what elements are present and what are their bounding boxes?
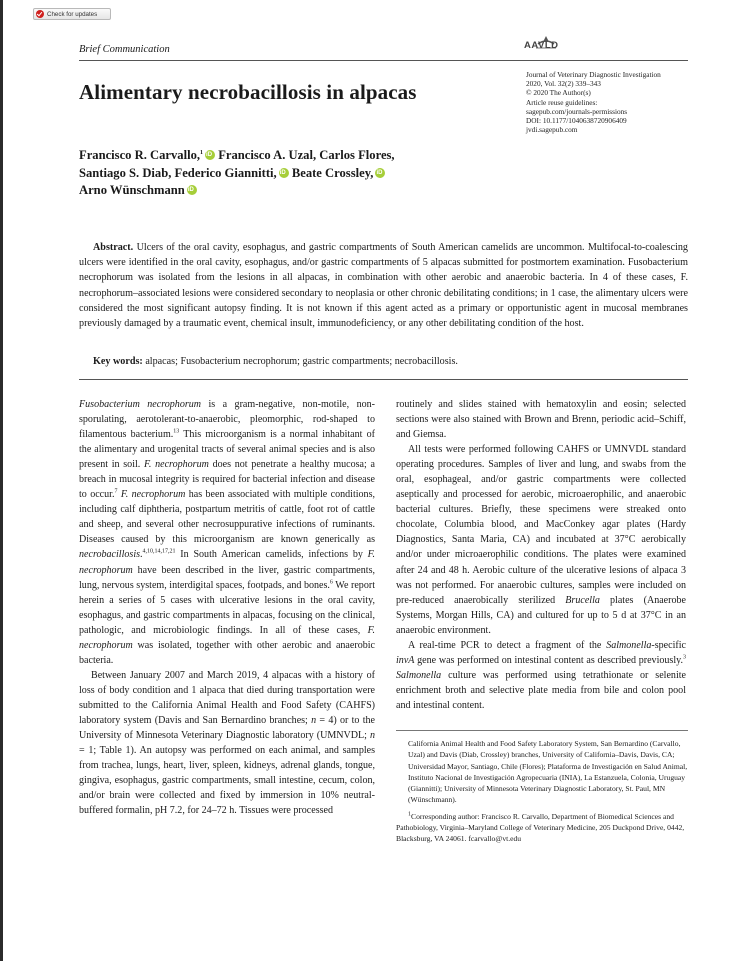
author-diab-giannitti: Santiago S. Diab, Federico Giannitti, — [79, 165, 277, 180]
intro-paragraph: Fusobacterium necrophorum is a gram-negative, non-motile, non-sporulating, aerotolerant-to-anaerobic, pleomorphic, rod-shaped to filamentous bacterium.$^{13}$ This microorganism is a normal inhabitant of the alimentary and urogenital tracts of several animal species and is also present in soil. F. necrophorum does not penetrate a healthy mucosa; a breach in mucosal integrity is required for bacterial infection and disease to occur.$^7$ F. necrophorum has been associated with multiple conditions, including calf diphtheria, postpartum metritis of cattle, foot rot of cattle and sheep, and several other necrosuppurative infections of ruminants. Diseases caused by this microorganism are known generically as necrobacillosis.$^{4,10,14,17,21}$ In South American camelids, infections by F. necrophorum have been described in the liver, gastric compartments, lung, nervous system, interdigital spaces, footpads, and bones.$^6$ We report herein a series of 5 cases with ulcerative lesions in the oral cavity, esophagus, and gastric compartments in alpacas, focusing on the clinical, pathologic, and microbiologic findings. In all of these cases, F. necrophorum was isolated, together with other aerobic and anaerobic bacteria. — [79, 399, 376, 666]
methods-paragraph: Between January 2007 and March 2019, 4 alpacas with a history of loss of body condition and 1 alpaca that died during transportation were submitted to the California Animal Health and Food Safety (CAHFS) laboratory system (Davis and San Bernardino branches; n = 4) or to the University of Minnesota Veterinary Diagnostic laboratory (UMNVDL; n = 1; Table 1). An autopsy was performed on each animal, and samples from trachea, lungs, heart, liver, spleen, kidneys, adrenal glands, tongue, gingiva, esophagus, gastric compartments, small intestine, cecum, colon, and/or brain were collected and fixed by immersion in 10% neutral-buffered formalin, pH 7.2, for 24–72 h. Tissues were processed — [79, 669, 375, 817]
journal-doi[interactable]: DOI: 10.1177/1040638720906409 — [526, 116, 627, 126]
footnote-divider — [396, 730, 688, 731]
culture-paragraph: All tests were performed following CAHFS or UMNVDL standard operating procedures. Samples of liver and lung, and swabs from the oral, esophageal, and/or gastric compartments were collected aseptically and processed for aerobic, microaerophilic, and anaerobic bacterial cultures. Briefly, these specimens were streaked onto chocolate, Columbia blood, and MacConkey agar plates (Hardy Diagnostics, Santa Maria, CA) and incubated at 37°C aerobically and/or under microaerophilic conditions. The plates were examined after 24 and 48 h. Aerobic culture of the ulcerative lesions of alpaca 3 was not performed. For anaerobic cultures, samples were included on pre-reduced anaerobically sterilized Brucella plates (Anaerobe Systems, Morgan Hills, CA) and cultured for up to 5 d at 37°C in an anaerobic environment. — [396, 444, 686, 636]
journal-reuse-label: Article reuse guidelines: — [526, 97, 598, 107]
corresponding-author: $^1$Corresponding author: Francisco R. Carvallo, Department of Biomedical Sciences and Pathobiology, Virginia–Maryland College of Veterinary Medicine, 205 Duckpond Drive, 0442, Blacksburg, VA 24061. fcarvallo@vt.edu — [396, 811, 685, 844]
check-for-updates-button[interactable] — [33, 8, 111, 20]
author-list — [79, 147, 479, 200]
aavld-logo-text: AAVLD — [524, 40, 559, 51]
journal-info — [526, 70, 716, 134]
abstract — [79, 240, 688, 331]
journal-name: Journal of Veterinary Diagnostic Investigation — [526, 70, 661, 79]
header-divider — [79, 60, 688, 61]
author-uzal-flores: Francisco A. Uzal, Carlos Flores, — [218, 148, 395, 162]
body-column-left — [79, 397, 375, 818]
journal-site-link[interactable]: jvdi.sagepub.com — [526, 125, 578, 135]
author-affiliation-sup: 1 — [200, 149, 204, 156]
article-title: Alimentary necrobacillosis in alpacas — [79, 80, 417, 104]
keywords-text: alpacas; Fusobacterium necrophorum; gastric compartments; necrobacillosis. — [145, 356, 458, 367]
staining-paragraph: routinely and slides stained with hematoxylin and eosin; selected sections were also stained with Brown and Brenn, periodic acid–Schiff, and Giemsa. — [396, 399, 686, 441]
pcr-paragraph: A real-time PCR to detect a fragment of the Salmonella-specific invA gene was performed on intestinal content as described previously.$^3$ Salmonella culture was performed using tetrathionate or selenite enrichment broth and selective plate media from bile and colon pool and intestinal content. — [396, 639, 686, 711]
orcid-icon[interactable] — [375, 168, 385, 178]
journal-copyright: © 2020 The Author(s) — [526, 88, 591, 98]
check-for-updates-label: Check for updates — [47, 10, 98, 18]
keywords-divider — [79, 379, 688, 380]
affiliations-footnote — [396, 738, 688, 850]
affiliation-text: California Animal Health and Food Safety Laboratory System, San Bernardino (Carvallo, Uzal) and Davis (Diab, Crossley) branches, University of California–Davis, Davis, CA; Universidad Mayor, Santiago, Chile (Flores); Plataforma de Investigación en Salud Animal, Instituto Nacional de Investigación Agropecuaria (INIA), La Estanzuela, Colonia, Uruguay (Giannitti); University of Minnesota Veterinary Diagnostic Laboratory, St. Paul, MN (Wünschmann). — [408, 739, 688, 805]
orcid-icon[interactable] — [187, 185, 197, 195]
page-edge — [0, 0, 3, 961]
keywords-label: Key words: — [93, 356, 143, 367]
abstract-text: Ulcers of the oral cavity, esophagus, and gastric compartments of South American camelids are uncommon. Multifocal-to-coalescing ulcers were identified in the oral cavity, esophagus, and/or gastric compartments of 5 alpacas submitted for postmortem examination. Fusobacterium necrophorum was isolated from the lesions in all alpacas, in combination with other aerobic and anaerobic bacteria. In 4 of these cases, F. necrophorum–associated lesions were considered secondary to neoplasia or other chronic debilitating conditions; in 1 case, the alimentary ulcers were considered the most significant autopsy finding. It is not known if this agent acted as a primary or opportunistic agent in mucosal membranes previously damaged by a traumatic event, chemical insult, immunodeficiency, or any other debilitating condition of the host. — [79, 242, 688, 330]
journal-volume: 2020, Vol. 32(2) 339–343 — [526, 79, 601, 89]
body-column-right — [396, 397, 686, 713]
author-crossley: Beate Crossley, — [291, 165, 374, 180]
author-wunschmann: Arno Wünschmann — [79, 183, 185, 197]
abstract-label: Abstract. — [93, 242, 134, 253]
orcid-icon[interactable] — [279, 168, 289, 178]
article-section: Brief Communication — [79, 44, 170, 55]
author-carvallo: Francisco R. Carvallo, — [79, 148, 201, 162]
check-icon — [36, 10, 44, 18]
journal-permissions-link[interactable]: sagepub.com/journals-permissions — [526, 106, 628, 116]
orcid-icon[interactable] — [205, 150, 215, 160]
keywords — [93, 356, 693, 367]
